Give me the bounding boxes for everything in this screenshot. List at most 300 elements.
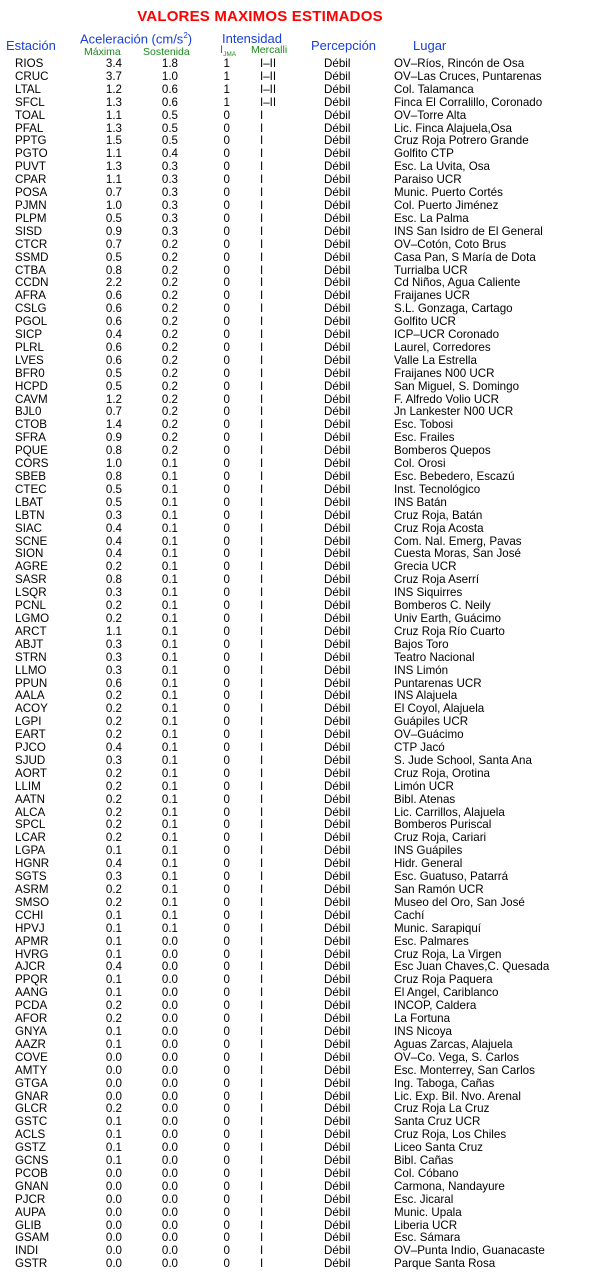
station-code: LVES xyxy=(15,353,44,367)
aceleracion-maxima: 0.1 xyxy=(105,1024,122,1038)
station-code: PPQR xyxy=(15,973,48,987)
intensidad-mercalli: I xyxy=(260,766,264,780)
percepcion: Débil xyxy=(324,960,351,974)
percepcion: Débil xyxy=(324,1128,351,1142)
aceleracion-sostenida: 0.0 xyxy=(161,1037,178,1051)
aceleracion-sostenida: 0.1 xyxy=(161,805,178,819)
aceleracion-sostenida: 0.3 xyxy=(161,160,178,174)
aceleracion-maxima: 0.0 xyxy=(105,1205,122,1219)
percepcion: Débil xyxy=(324,1244,351,1258)
table-row xyxy=(0,135,590,148)
station-code: GLIB xyxy=(15,1218,42,1232)
aceleracion-sostenida: 0.0 xyxy=(161,947,178,961)
intensidad-mercalli: I xyxy=(260,947,264,961)
lugar: Cachí xyxy=(394,908,425,922)
percepcion: Débil xyxy=(324,1154,351,1168)
intensidad-mercalli: I xyxy=(260,392,264,406)
aceleracion-maxima: 0.6 xyxy=(105,289,122,303)
aceleracion-sostenida: 0.1 xyxy=(161,715,178,729)
station-code: LGPI xyxy=(15,715,42,729)
percepcion: Débil xyxy=(324,431,351,445)
table-row xyxy=(0,716,590,729)
lugar: INS Nicoya xyxy=(394,1024,452,1038)
lugar: Fraijanes N00 UCR xyxy=(394,366,495,380)
intensidad-mercalli: I xyxy=(260,418,264,432)
intensidad-ijma: 0 xyxy=(223,1244,230,1258)
percepcion: Débil xyxy=(324,986,351,1000)
intensidad-ijma: 0 xyxy=(223,766,230,780)
lugar: S. Jude School, Santa Ana xyxy=(394,753,532,767)
station-code: EART xyxy=(15,728,46,742)
intensidad-mercalli: I xyxy=(260,263,264,277)
aceleracion-maxima: 0.7 xyxy=(105,405,122,419)
aceleracion-maxima: 0.5 xyxy=(105,482,122,496)
header-ijma-i: I xyxy=(220,44,224,56)
intensidad-mercalli: I xyxy=(260,870,264,884)
lugar: INCOP, Caldera xyxy=(394,999,477,1013)
station-code: AATN xyxy=(15,792,46,806)
table-row xyxy=(0,471,590,484)
aceleracion-sostenida: 0.1 xyxy=(161,818,178,832)
aceleracion-maxima: 0.0 xyxy=(105,1166,122,1180)
aceleracion-maxima: 0.6 xyxy=(105,302,122,316)
intensidad-mercalli: I xyxy=(260,1076,264,1090)
station-code: CORS xyxy=(15,457,49,471)
percepcion: Débil xyxy=(324,1205,351,1219)
table-row xyxy=(0,639,590,652)
aceleracion-maxima: 0.3 xyxy=(105,870,122,884)
table-row xyxy=(0,445,590,458)
intensidad-ijma: 0 xyxy=(223,250,230,264)
intensidad-ijma: 0 xyxy=(223,1089,230,1103)
intensidad-ijma: 0 xyxy=(223,689,230,703)
percepcion: Débil xyxy=(324,1192,351,1206)
table-row xyxy=(0,355,590,368)
intensidad-ijma: 0 xyxy=(223,134,230,148)
aceleracion-sostenida: 0.1 xyxy=(161,766,178,780)
percepcion: Débil xyxy=(324,1218,351,1232)
intensidad-ijma: 0 xyxy=(223,857,230,871)
percepcion: Débil xyxy=(324,1102,351,1116)
lugar: Col. Talamanca xyxy=(394,82,474,96)
aceleracion-maxima: 0.1 xyxy=(105,908,122,922)
intensidad-mercalli: I xyxy=(260,1179,264,1193)
intensidad-ijma: 0 xyxy=(223,741,230,755)
aceleracion-sostenida: 0.0 xyxy=(161,1012,178,1026)
station-code: PCDA xyxy=(15,999,48,1013)
station-code: ALCA xyxy=(15,805,46,819)
table-row xyxy=(0,884,590,897)
intensidad-mercalli: I xyxy=(260,1154,264,1168)
aceleracion-maxima: 1.3 xyxy=(105,121,122,135)
station-code: PLRL xyxy=(15,340,45,354)
intensidad-mercalli: I xyxy=(260,689,264,703)
aceleracion-sostenida: 0.0 xyxy=(161,1166,178,1180)
lugar: Casa Pan, S María de Dota xyxy=(394,250,536,264)
percepcion: Débil xyxy=(324,611,351,625)
intensidad-mercalli: I xyxy=(260,857,264,871)
percepcion: Débil xyxy=(324,405,351,419)
lugar: Esc. Sámara xyxy=(394,1231,461,1245)
intensidad-mercalli: I xyxy=(260,753,264,767)
aceleracion-sostenida: 0.2 xyxy=(161,353,178,367)
aceleracion-sostenida: 0.1 xyxy=(161,870,178,884)
station-code: SFRA xyxy=(15,431,46,445)
percepcion: Débil xyxy=(324,637,351,651)
header-aceleracion-close: ) xyxy=(187,31,193,47)
lugar: Cruz Roja, Batán xyxy=(394,508,483,522)
percepcion: Débil xyxy=(324,844,351,858)
aceleracion-maxima: 1.0 xyxy=(105,198,122,212)
intensidad-ijma: 0 xyxy=(223,366,230,380)
intensidad-ijma: 0 xyxy=(223,315,230,329)
table-row xyxy=(0,819,590,832)
percepcion: Débil xyxy=(324,792,351,806)
aceleracion-sostenida: 0.2 xyxy=(161,379,178,393)
lugar: Bibl. Cañas xyxy=(394,1154,454,1168)
lugar: Lic. Exp. Bil. Nvo. Arenal xyxy=(394,1089,521,1103)
aceleracion-sostenida: 0.1 xyxy=(161,702,178,716)
intensidad-ijma: 0 xyxy=(223,934,230,948)
lugar: Cruz Roja, La Virgen xyxy=(394,947,502,961)
aceleracion-sostenida: 0.1 xyxy=(161,663,178,677)
aceleracion-sostenida: 0.0 xyxy=(161,1257,178,1271)
lugar: Esc Juan Chaves,C. Quesada xyxy=(394,960,550,974)
intensidad-mercalli: I xyxy=(260,289,264,303)
table-row xyxy=(0,1155,590,1168)
lugar: Liceo Santa Cruz xyxy=(394,1141,483,1155)
percepcion: Débil xyxy=(324,573,351,587)
aceleracion-sostenida: 0.0 xyxy=(161,1192,178,1206)
percepcion: Débil xyxy=(324,69,351,83)
lugar: OV–Ríos, Rincón de Osa xyxy=(394,57,525,70)
station-code: SISD xyxy=(15,224,43,238)
table-row xyxy=(0,497,590,510)
table-row xyxy=(0,277,590,290)
intensidad-ijma: 0 xyxy=(223,1024,230,1038)
aceleracion-maxima: 0.1 xyxy=(105,947,122,961)
station-code: SION xyxy=(15,547,44,561)
aceleracion-sostenida: 0.2 xyxy=(161,302,178,316)
intensidad-mercalli: I xyxy=(260,328,264,342)
table-row xyxy=(0,303,590,316)
intensidad-mercalli: I xyxy=(260,366,264,380)
intensidad-ijma: 0 xyxy=(223,302,230,316)
aceleracion-sostenida: 0.2 xyxy=(161,431,178,445)
percepcion: Débil xyxy=(324,263,351,277)
percepcion: Débil xyxy=(324,624,351,638)
percepcion: Débil xyxy=(324,1012,351,1026)
intensidad-mercalli: I xyxy=(260,173,264,187)
intensidad-ijma: 0 xyxy=(223,160,230,174)
table-row xyxy=(0,342,590,355)
aceleracion-sostenida: 0.1 xyxy=(161,857,178,871)
table-row xyxy=(0,1026,590,1039)
lugar: Golfito CTP xyxy=(394,147,454,161)
lugar: Inst. Tecnológico xyxy=(394,482,481,496)
intensidad-mercalli: I xyxy=(260,1012,264,1026)
aceleracion-sostenida: 0.1 xyxy=(161,883,178,896)
lugar: Turrialba UCR xyxy=(394,263,468,277)
table-row xyxy=(0,742,590,755)
aceleracion-sostenida: 0.1 xyxy=(161,624,178,638)
table-row xyxy=(0,1181,590,1194)
table-row xyxy=(0,729,590,742)
intensidad-ijma: 0 xyxy=(223,986,230,1000)
aceleracion-maxima: 0.0 xyxy=(105,1076,122,1090)
intensidad-ijma: 0 xyxy=(223,328,230,342)
table-row xyxy=(0,368,590,381)
intensidad-mercalli: I xyxy=(260,1231,264,1245)
table-row xyxy=(0,845,590,858)
aceleracion-maxima: 0.1 xyxy=(105,1128,122,1142)
table-row xyxy=(0,419,590,432)
intensidad-mercalli: I xyxy=(260,340,264,354)
station-code: BJL0 xyxy=(15,405,42,419)
station-code: SGTS xyxy=(15,870,47,884)
lugar: El Angel, Cariblanco xyxy=(394,986,499,1000)
intensidad-ijma: 0 xyxy=(223,1037,230,1051)
table-row xyxy=(0,768,590,781)
intensidad-mercalli: I xyxy=(260,702,264,716)
station-code: PPUN xyxy=(15,676,48,690)
aceleracion-maxima: 0.4 xyxy=(105,741,122,755)
aceleracion-sostenida: 0.0 xyxy=(161,1115,178,1129)
intensidad-ijma: 0 xyxy=(223,173,230,187)
aceleracion-sostenida: 0.1 xyxy=(161,599,178,613)
percepcion: Débil xyxy=(324,95,351,109)
lugar: OV–Co. Vega, S. Carlos xyxy=(394,1050,520,1064)
station-code: LGMO xyxy=(15,611,50,625)
intensidad-ijma: 0 xyxy=(223,1128,230,1142)
percepcion: Débil xyxy=(324,560,351,574)
lugar: F. Alfredo Volio UCR xyxy=(394,392,500,406)
table-row xyxy=(0,897,590,910)
aceleracion-sostenida: 1.8 xyxy=(161,57,178,70)
percepcion: Débil xyxy=(324,779,351,793)
table-row xyxy=(0,148,590,161)
aceleracion-maxima: 0.0 xyxy=(105,1063,122,1077)
aceleracion-sostenida: 0.2 xyxy=(161,289,178,303)
aceleracion-maxima: 0.0 xyxy=(105,1179,122,1193)
percepcion: Débil xyxy=(324,728,351,742)
aceleracion-maxima: 0.9 xyxy=(105,224,122,238)
station-code: PPTG xyxy=(15,134,47,148)
aceleracion-maxima: 1.5 xyxy=(105,134,122,148)
table-row xyxy=(0,1000,590,1013)
aceleracion-maxima: 0.0 xyxy=(105,1192,122,1206)
intensidad-mercalli: I xyxy=(260,1115,264,1129)
lugar: Santa Cruz UCR xyxy=(394,1115,481,1129)
percepcion: Débil xyxy=(324,482,351,496)
intensidad-ijma: 0 xyxy=(223,198,230,212)
aceleracion-maxima: 0.0 xyxy=(105,1257,122,1271)
lugar: Cruz Roja Paquera xyxy=(394,973,493,987)
lugar: Esc. Monterrey, San Carlos xyxy=(394,1063,535,1077)
percepcion: Débil xyxy=(324,547,351,561)
intensidad-ijma: 0 xyxy=(223,611,230,625)
percepcion: Débil xyxy=(324,160,351,174)
station-code: SCNE xyxy=(15,534,48,548)
lugar: Cruz Roja, Cariari xyxy=(394,831,487,845)
intensidad-ijma: 0 xyxy=(223,224,230,238)
table-row xyxy=(0,316,590,329)
intensidad-mercalli: I xyxy=(260,1166,264,1180)
station-code: PCOB xyxy=(15,1166,48,1180)
intensidad-mercalli: I xyxy=(260,315,264,329)
table-row xyxy=(0,781,590,794)
percepcion: Débil xyxy=(324,895,351,909)
aceleracion-sostenida: 0.0 xyxy=(161,999,178,1013)
intensidad-mercalli: I xyxy=(260,211,264,225)
table-row xyxy=(0,561,590,574)
aceleracion-maxima: 0.2 xyxy=(105,702,122,716)
header-aceleracion-exponent: 2 xyxy=(183,31,188,40)
table-row xyxy=(0,703,590,716)
aceleracion-sostenida: 0.0 xyxy=(161,1050,178,1064)
lugar: CTP Jacó xyxy=(394,741,445,755)
table-row xyxy=(0,1220,590,1233)
intensidad-ijma: 0 xyxy=(223,895,230,909)
station-code: SBEB xyxy=(15,470,46,483)
aceleracion-maxima: 0.2 xyxy=(105,1012,122,1026)
aceleracion-maxima: 1.2 xyxy=(105,82,122,96)
header-percepcion: Percepción xyxy=(311,38,377,53)
percepcion: Débil xyxy=(324,715,351,729)
aceleracion-maxima: 1.1 xyxy=(105,624,122,638)
intensidad-ijma: 0 xyxy=(223,276,230,290)
intensidad-ijma: 0 xyxy=(223,108,230,122)
header-intensidad: Intensidad xyxy=(222,31,282,46)
header-mercalli: Mercalli xyxy=(251,44,288,56)
percepcion: Débil xyxy=(324,392,351,406)
aceleracion-maxima: 0.1 xyxy=(105,1037,122,1051)
aceleracion-sostenida: 0.2 xyxy=(161,444,178,458)
intensidad-ijma: 0 xyxy=(223,379,230,393)
intensidad-ijma: 1 xyxy=(223,82,230,96)
station-code: LBTN xyxy=(15,508,45,522)
station-code: HCPD xyxy=(15,379,48,393)
station-code: SJUD xyxy=(15,753,46,767)
intensidad-mercalli: I xyxy=(260,805,264,819)
aceleracion-maxima: 0.0 xyxy=(105,1089,122,1103)
station-code: GLCR xyxy=(15,1102,48,1116)
intensidad-ijma: 0 xyxy=(223,960,230,974)
station-code: TOAL xyxy=(15,108,46,122)
intensidad-mercalli: I xyxy=(260,1205,264,1219)
intensidad-ijma: 0 xyxy=(223,560,230,574)
intensidad-ijma: 0 xyxy=(223,947,230,961)
intensidad-mercalli: I xyxy=(260,457,264,471)
percepcion: Débil xyxy=(324,508,351,522)
lugar: OV–Guácimo xyxy=(394,728,464,742)
aceleracion-sostenida: 0.2 xyxy=(161,392,178,406)
lugar: Fraijanes UCR xyxy=(394,289,471,303)
aceleracion-sostenida: 0.1 xyxy=(161,779,178,793)
header-aceleracion-text: Aceleración (cm/s xyxy=(80,31,184,47)
percepcion: Débil xyxy=(324,276,351,290)
lugar: San Ramón UCR xyxy=(394,883,484,896)
intensidad-ijma: 0 xyxy=(223,728,230,742)
table-row xyxy=(0,910,590,923)
aceleracion-maxima: 3.4 xyxy=(105,57,122,70)
percepcion: Débil xyxy=(324,1257,351,1271)
lugar: Golfito UCR xyxy=(394,315,456,329)
aceleracion-sostenida: 0.2 xyxy=(161,405,178,419)
intensidad-ijma: 0 xyxy=(223,908,230,922)
station-code: HVRG xyxy=(15,947,49,961)
aceleracion-maxima: 0.0 xyxy=(105,1231,122,1245)
aceleracion-maxima: 0.2 xyxy=(105,792,122,806)
aceleracion-maxima: 0.3 xyxy=(105,663,122,677)
aceleracion-maxima: 0.4 xyxy=(105,960,122,974)
lugar: Cd Niños, Agua Caliente xyxy=(394,276,521,290)
station-code: PQUE xyxy=(15,444,48,458)
table-row xyxy=(0,1258,590,1271)
percepcion: Débil xyxy=(324,766,351,780)
station-code: AMTY xyxy=(15,1063,48,1077)
percepcion: Débil xyxy=(324,689,351,703)
lugar: INS Guápiles xyxy=(394,844,463,858)
station-code: LCAR xyxy=(15,831,46,845)
lugar: Esc. Frailes xyxy=(394,431,455,445)
lugar: INS San Isidro de El General xyxy=(394,224,543,238)
table-row xyxy=(0,600,590,613)
percepcion: Débil xyxy=(324,1037,351,1051)
aceleracion-maxima: 0.3 xyxy=(105,586,122,600)
aceleracion-maxima: 0.1 xyxy=(105,973,122,987)
station-code: GCNS xyxy=(15,1154,49,1168)
intensidad-ijma: 0 xyxy=(223,676,230,690)
lugar: Museo del Oro, San José xyxy=(394,895,525,909)
intensidad-mercalli: I–II xyxy=(260,95,277,109)
aceleracion-sostenida: 0.0 xyxy=(161,1231,178,1245)
aceleracion-maxima: 0.7 xyxy=(105,186,122,200)
station-code: CTEC xyxy=(15,482,47,496)
aceleracion-maxima: 0.2 xyxy=(105,728,122,742)
station-code: GSTZ xyxy=(15,1141,46,1155)
percepcion: Débil xyxy=(324,663,351,677)
aceleracion-sostenida: 0.1 xyxy=(161,586,178,600)
page-title: VALORES MAXIMOS ESTIMADOS xyxy=(137,8,383,25)
intensidad-mercalli: I xyxy=(260,560,264,574)
intensidad-mercalli: I xyxy=(260,973,264,987)
intensidad-ijma: 0 xyxy=(223,1166,230,1180)
intensidad-mercalli: I xyxy=(260,250,264,264)
intensidad-ijma: 0 xyxy=(223,121,230,135)
table-row xyxy=(0,1168,590,1181)
intensidad-ijma: 0 xyxy=(223,650,230,664)
intensidad-ijma: 0 xyxy=(223,663,230,677)
intensidad-mercalli: I xyxy=(260,986,264,1000)
aceleracion-maxima: 0.6 xyxy=(105,340,122,354)
intensidad-mercalli: I xyxy=(260,818,264,832)
lugar: Hidr. General xyxy=(394,857,463,871)
station-code: AUPA xyxy=(15,1205,46,1219)
aceleracion-sostenida: 0.1 xyxy=(161,470,178,483)
aceleracion-maxima: 0.8 xyxy=(105,263,122,277)
station-code: LLIM xyxy=(15,779,41,793)
percepcion: Débil xyxy=(324,1141,351,1155)
aceleracion-maxima: 2.2 xyxy=(105,276,122,290)
aceleracion-sostenida: 0.1 xyxy=(161,689,178,703)
intensidad-ijma: 0 xyxy=(223,1205,230,1219)
lugar: Univ Earth, Guácimo xyxy=(394,611,501,625)
table-row xyxy=(0,974,590,987)
aceleracion-sostenida: 0.0 xyxy=(161,1128,178,1142)
percepcion: Débil xyxy=(324,1063,351,1077)
table-row xyxy=(0,1065,590,1078)
